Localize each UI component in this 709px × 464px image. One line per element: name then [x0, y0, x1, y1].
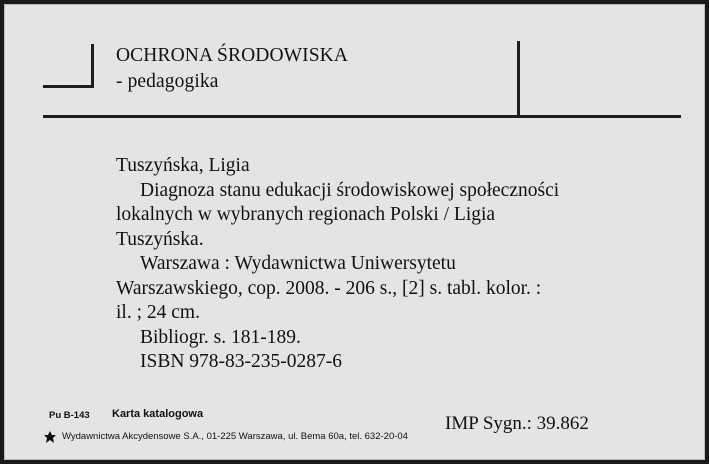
printer-logo-icon [43, 430, 57, 444]
subject-heading-block [116, 43, 348, 95]
imprint-line-1: Warszawa : Wydawnictwa Uniwersytetu [140, 253, 456, 274]
bibliography-note: Bibliogr. s. 181-189. [140, 326, 301, 348]
title-line-3: Tuszyńska. [116, 228, 204, 250]
title-line-2: lokalnych w wybranych regionach Polski / Ligia [116, 204, 496, 225]
signature-number: IMP Sygn.: 39.862 [445, 413, 589, 434]
subject-heading: OCHRONA ŚRODOWISKA [116, 45, 349, 66]
right-vertical-rule [517, 41, 520, 116]
catalog-card [4, 4, 705, 460]
imprint-line-2: Warszawskiego, cop. 2008. - 206 s., [2] s. tabl. kolor. : [116, 277, 542, 299]
bibliographic-entry [116, 154, 676, 375]
author-line: Tuszyńska, Ligia [116, 155, 250, 176]
left-bracket-vertical [91, 44, 94, 88]
form-code: Pu B-143 [49, 410, 90, 421]
isbn-line: ISBN 978-83-235-0287-6 [140, 351, 343, 372]
form-name: Karta katalogowa [112, 408, 204, 420]
left-bracket-horizontal [43, 85, 94, 88]
title-line-1: Diagnoza stanu edukacji środowiskowej społeczności [140, 179, 560, 201]
main-horizontal-rule [43, 115, 681, 118]
printer-info: Wydawnictwa Akcydensowe S.A., 01-225 Warszawa, ul. Bema 60a, tel. 632-20-04 [62, 431, 408, 442]
subject-subheading: - pedagogika [116, 71, 219, 92]
imprint-line-3: il. ; 24 cm. [116, 302, 200, 323]
